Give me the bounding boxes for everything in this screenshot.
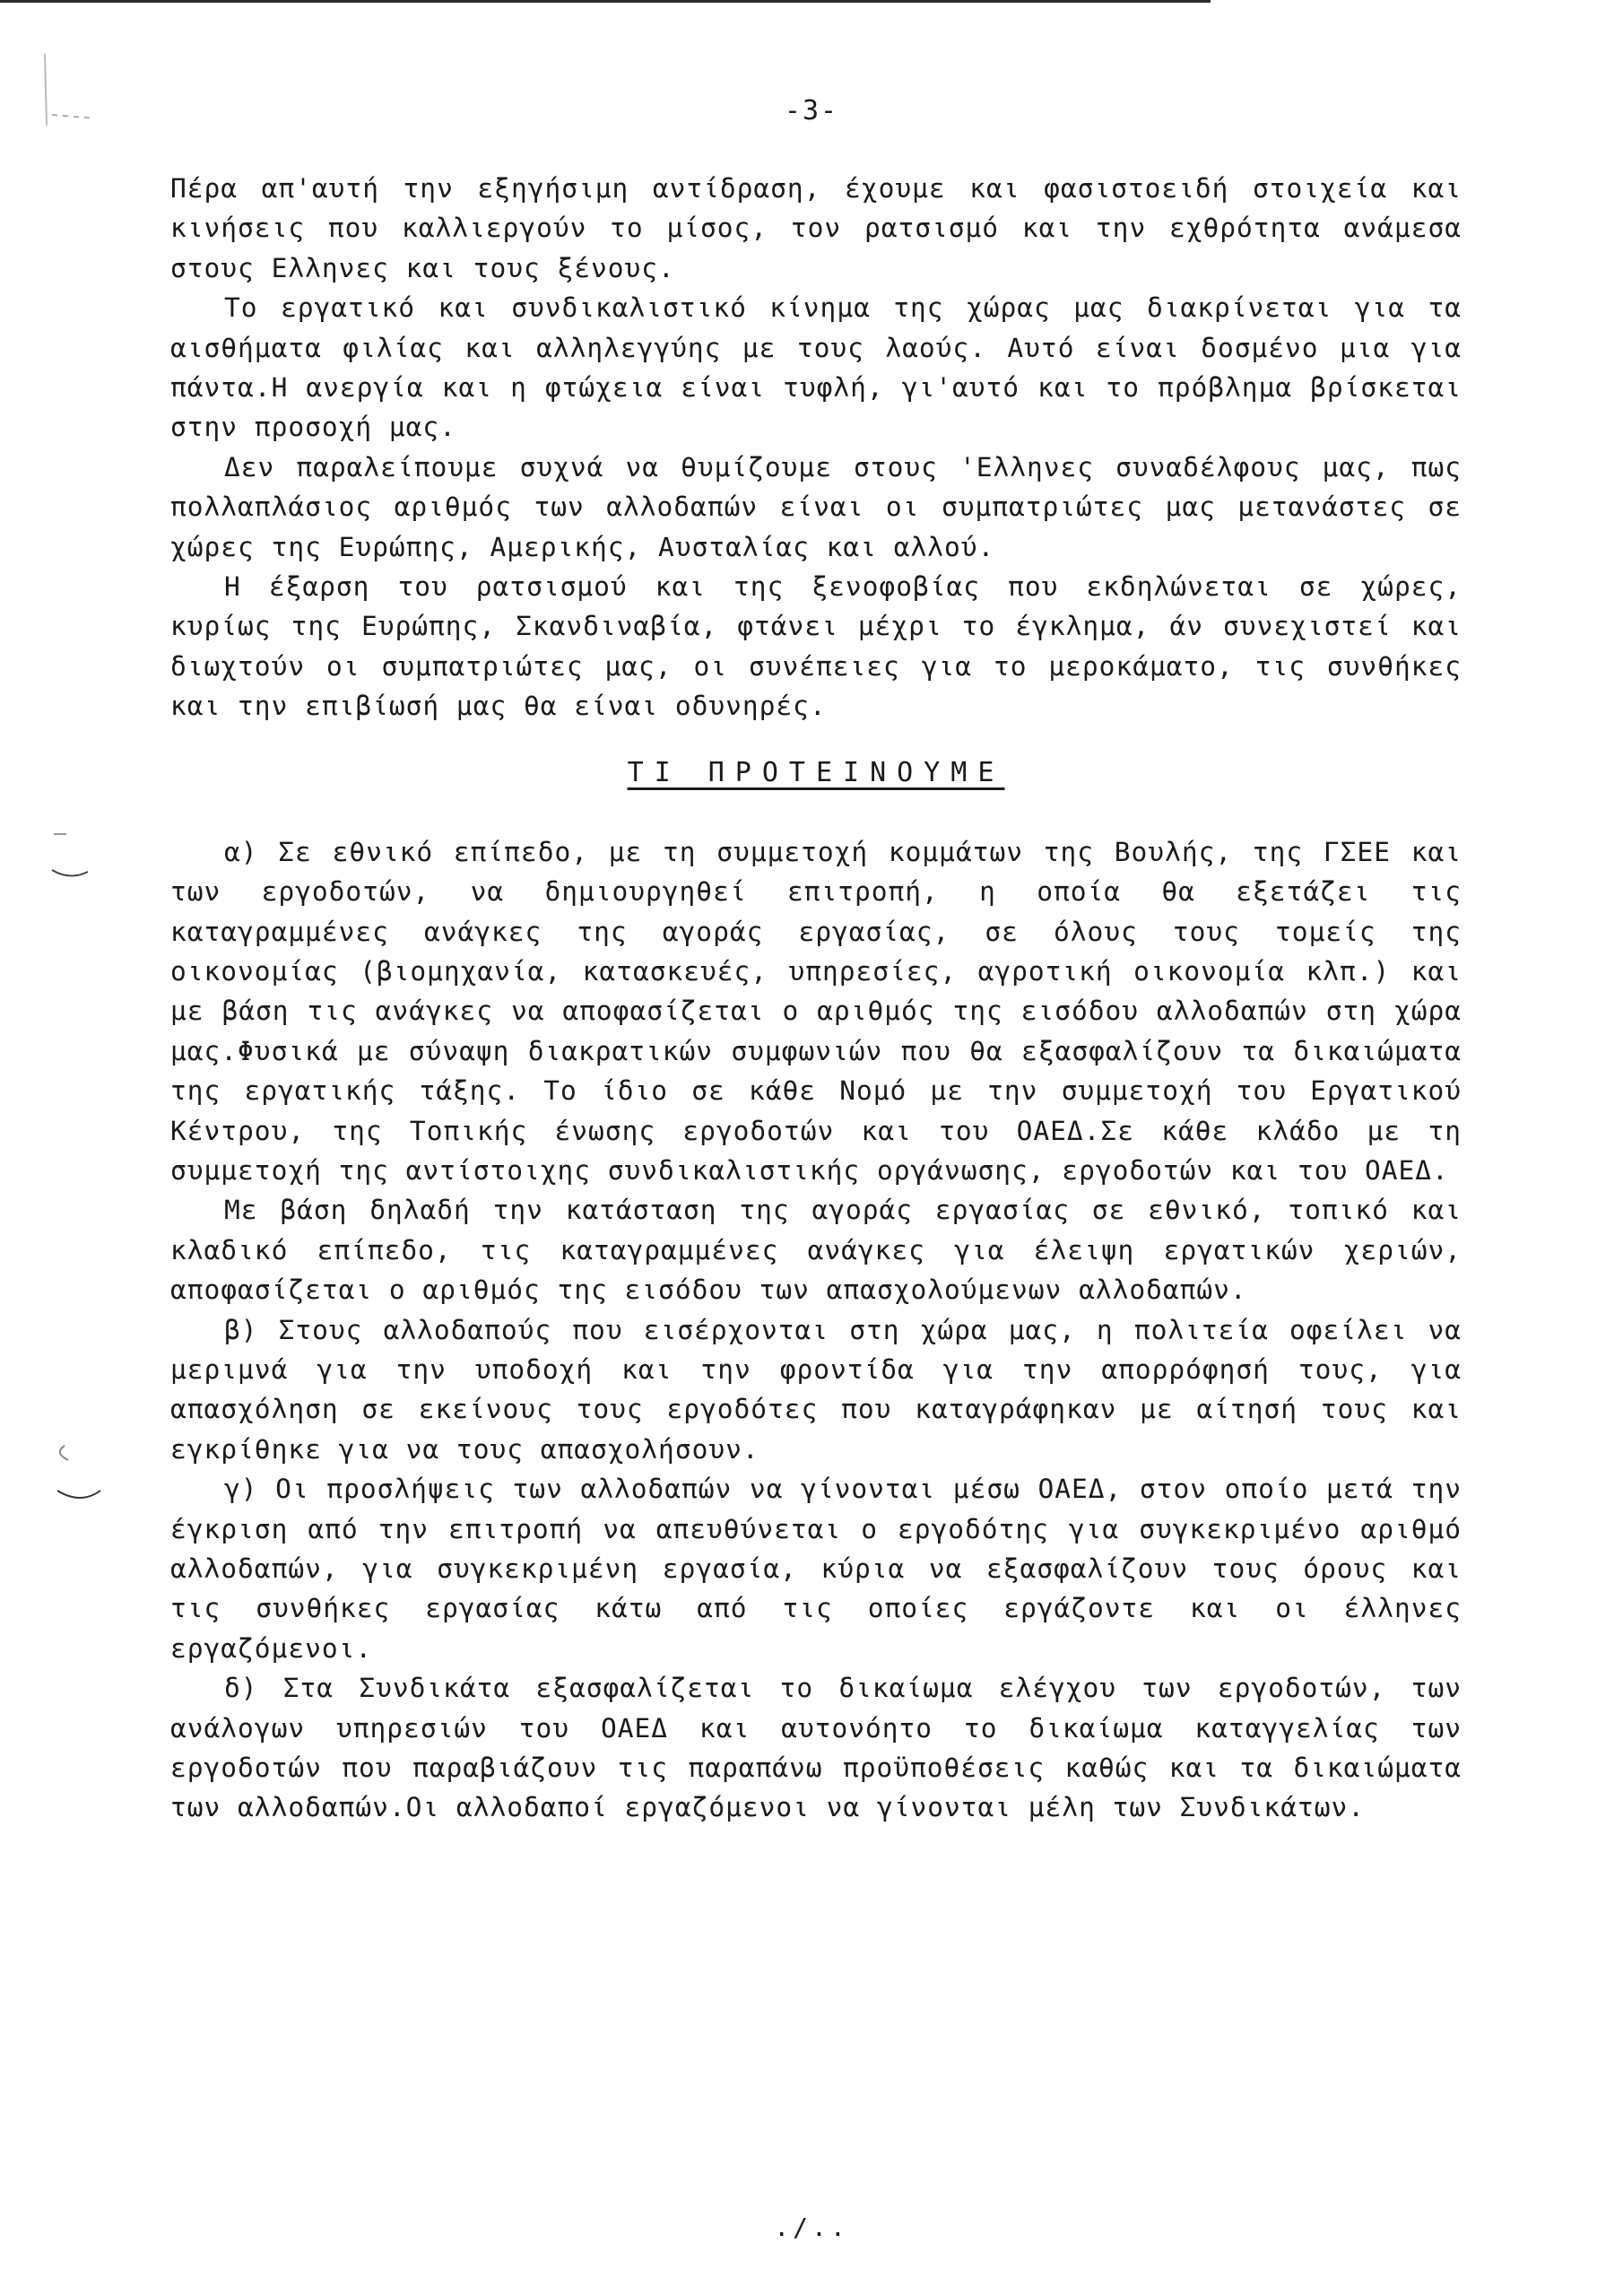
spacer	[170, 726, 1462, 753]
section-heading: ΤΙ ΠΡΟΤΕΙΝΟΥΜΕ	[627, 756, 1005, 788]
document-body	[170, 169, 1462, 1828]
proposal-d: δ) Στα Συνδικάτα εξασφαλίζεται το δικαίωμα ελέγχου των εργοδοτών, των ανάλογων υπηρεσιών του ΟΑΕΔ και αυτονόητο το δικαίωμα καταγγελίας των εργοδοτών που παραβιάζουν τις παραπάνω προϋποθέσεις καθώς και τα δικαιώματα των αλλοδαπών.Οι αλλοδαποί εργαζόμενοι να γίνονται μέλη των Συνδικάτων.	[170, 1673, 1462, 1823]
intro-paragraph-3: Δεν παραλείπουμε συχνά να θυμίζουμε στους 'Ελληνες συναδέλφους μας, πως πολλαπλάσιος αριθμός των αλλοδαπών είναι οι συμπατριώτες μας μετανάστες σε χώρες της Ευρώπης, Αμερικής, Αυσταλίας και αλλού.	[170, 451, 1462, 562]
scan-artifact-lower	[45, 1435, 108, 1525]
proposal-b: β) Στους αλλοδαπούς που εισέρχονται στη χώρα μας, η πολιτεία οφείλει να μεριμνά για την υποδοχή και την φροντίδα για την απορρόφησή τους, για απασχόληση σε εκείνους τους εργοδότες που καταγράφηκαν με αίτησή τους και εγκρίθηκε για να τους απασχολήσουν.	[170, 1314, 1462, 1465]
proposal-a-continued: Με βάση δηλαδή την κατάσταση της αγοράς εργασίας σε εθνικό, τοπικό και κλαδικό επίπεδο, τις καταγραμμένες ανάγκες για έλειψη εργατικών χεριών, αποφασίζεται ο αριθμός της εισόδου των απασχολούμενων αλλοδαπών.	[170, 1195, 1462, 1306]
continuation-mark: ./..	[774, 2213, 849, 2242]
proposal-c: γ) Οι προσλήψεις των αλλοδαπών να γίνονται μέσω ΟΑΕΔ, στον οποίο μετά την έγκριση από την επιτροπή να απευθύνεται ο εργοδότης για συγκεκριμένο αριθμό αλλοδαπών, για συγκεκριμένη εργασία, κύρια να εξασφαλίζουν τους όρους και τις συνθήκες εργασίας κάτω από τις οποίες εργάζοντε και οι έλληνες εργαζόμενοι.	[170, 1474, 1462, 1664]
intro-paragraph-1: Πέρα απ'αυτή την εξηγήσιμη αντίδραση, έχουμε και φασιστοειδή στοιχεία και κινήσεις που καλλιεργούν το μίσος, τον ρατσισμό και την εχθρότητα ανάμεσα στους Ελληνες και τους ξένους.	[170, 173, 1462, 283]
intro-paragraph-4: Η έξαρση του ρατσισμού και της ξενοφοβίας που εκδηλώνεται σε χώρες, κυρίως της Ευρώπης, Σκανδιναβία, φτάνει μέχρι το έγκλημα, άν συνεχιστεί και διωχτούν οι συμπατριώτες μας, οι συνέπειες για το μεροκάματο, τις συνθήκες και την επιβίωσή μας θα είναι οδυνηρές.	[170, 571, 1462, 722]
scan-artifact-mid	[36, 825, 90, 888]
intro-paragraph-2: Το εργατικό και συνδικαλιστικό κίνημα της χώρας μας διακρίνεται για τα αισθήματα φιλίας και αλληλεγγύης με τους λαούς. Αυτό είναι δοσμένο μια για πάντα.Η ανεργία και η φτώχεια είναι τυφλή, γι'αυτό και το πρόβλημα βρίσκεται στην προσοχή μας.	[170, 292, 1462, 443]
scan-artifact-top	[9, 36, 135, 152]
page-number: -3-	[784, 95, 839, 126]
top-rule	[0, 0, 1211, 3]
proposal-a: α) Σε εθνικό επίπεδο, με τη συμμετοχή κομμάτων της Βουλής, της ΓΣΕΕ και των εργοδοτών, να δημιουργηθεί επιτροπή, η οποία θα εξετάζει τις καταγραμμένες ανάγκες της αγοράς εργασίας, σε όλους τους τομείς της οικονομίας (βιομηχανία, κατασκευές, υπηρεσίες, αγροτική οικονομία κλπ.) και με βάση τις ανάγκες να αποφασίζεται ο αριθμός της εισόδου αλλοδαπών στη χώρα μας.Φυσικά με σύναψη διακρατικών συμφωνιών που θα εξασφαλίζουν τα δικαιώματα της εργατικής τάξης. Το ίδιο σε κάθε Νομό με την συμμετοχή του Εργατικού Κέντρου, της Τοπικής ένωσης εργοδοτών και του ΟΑΕΔ.Σε κάθε κλάδο με τη συμμετοχή της αντίστοιχης συνδικαλιστικής οργάνωσης, εργοδοτών και του ΟΑΕΔ.	[170, 836, 1462, 1186]
